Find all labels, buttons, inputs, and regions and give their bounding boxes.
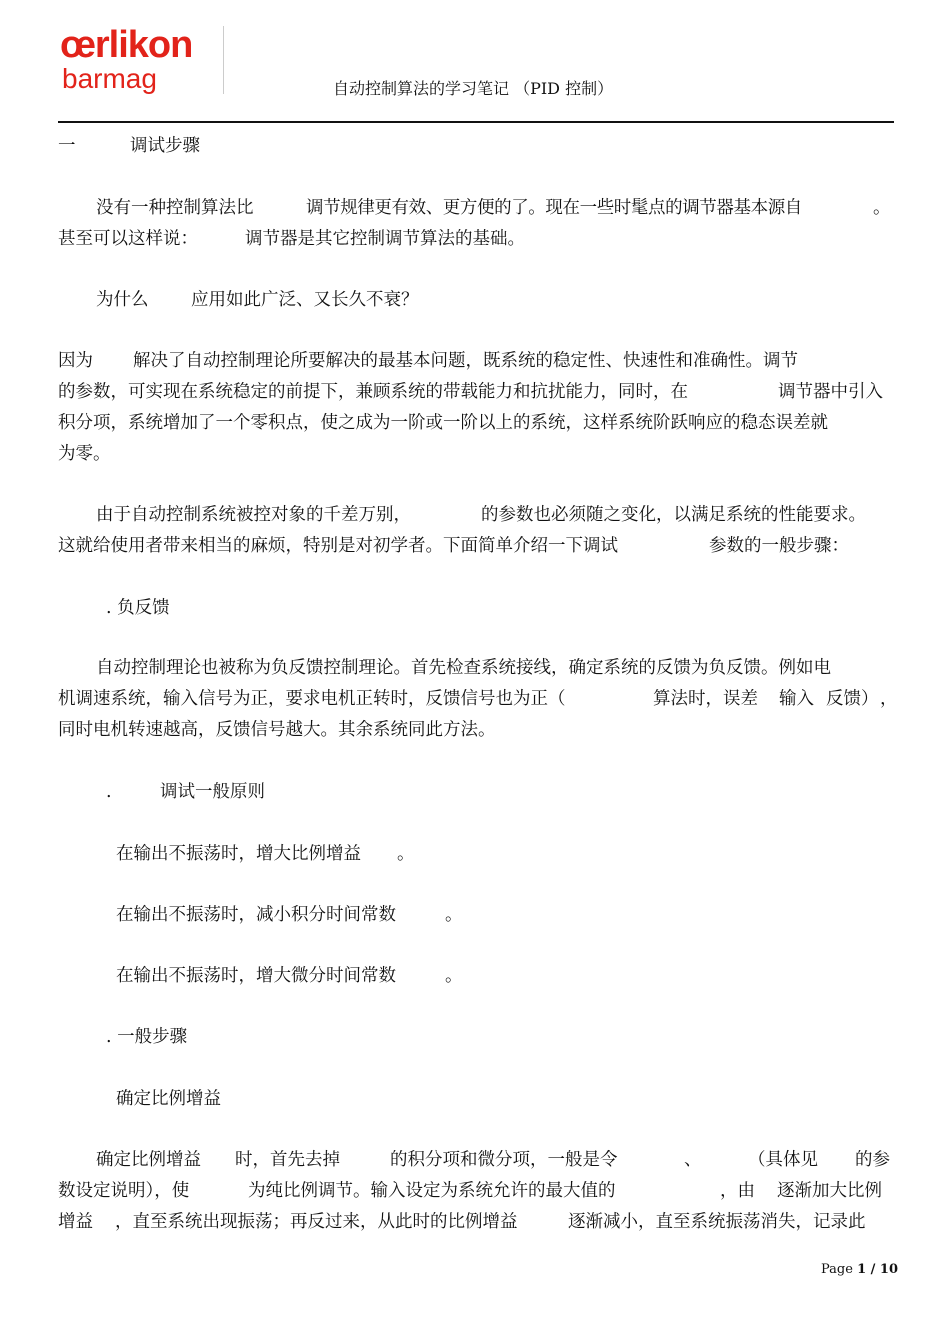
- step-title-proportional-gain: 确定比例增益: [116, 1089, 221, 1109]
- page-total: 10: [879, 1262, 899, 1277]
- paragraph-text: 逐渐加大比例: [777, 1181, 882, 1201]
- header-rule: [58, 121, 894, 123]
- subheading-general-steps: . 一般步骤: [106, 1027, 188, 1047]
- paragraph-text: 的积分项和微分项，一般是令: [390, 1150, 618, 1170]
- paragraph-text: 这就给使用者带来相当的麻烦，特别是对初学者。下面简单介绍一下调试: [58, 536, 618, 556]
- paragraph-text: 的参数也必须随之变化，以满足系统的性能要求。: [481, 505, 866, 525]
- logo-text-oerlikon: œrlikon: [60, 24, 193, 66]
- paragraph-text: 调节规律更有效、更方便的了。现在一些时髦点的调节器基本源自: [306, 198, 802, 218]
- rule-item: 在输出不振荡时，增大微分时间常数: [116, 966, 396, 986]
- document-title: 自动控制算法的学习笔记 （PID 控制）: [333, 79, 614, 98]
- paragraph-text: 。: [873, 198, 891, 218]
- paragraph-text: 增益: [58, 1212, 93, 1232]
- question-text: 应用如此广泛、又长久不衰？: [191, 290, 419, 310]
- paragraph-text: 机调速系统，输入信号为正，要求电机正转时，反馈信号也为正（: [58, 689, 566, 709]
- subheading-negative-feedback: . 负反馈: [106, 598, 170, 618]
- paragraph-text: 自动控制理论也被称为负反馈控制理论。首先检查系统接线，确定系统的反馈为负反馈。例如电: [96, 658, 831, 678]
- paragraph-text: 的参数，可实现在系统稳定的前提下，兼顾系统的带载能力和抗扰能力，同时，在: [58, 382, 688, 402]
- subheading-dot: .: [106, 782, 112, 802]
- rule-item: 在输出不振荡时，减小积分时间常数: [116, 905, 396, 925]
- company-logo: [60, 26, 225, 96]
- paragraph-text: ，由: [720, 1181, 755, 1201]
- paragraph-text: 为零。: [58, 444, 111, 464]
- paragraph-text: 因为: [58, 351, 93, 371]
- paragraph-text: 算法时，误差: [653, 689, 758, 709]
- paragraph-text: ，: [880, 689, 898, 709]
- paragraph-text: 甚至可以这样说：: [58, 229, 198, 249]
- paragraph-text: 的参: [855, 1150, 890, 1170]
- subheading-tuning-principles: 调试一般原则: [160, 782, 265, 802]
- paragraph-text: 由于自动控制系统被控对象的千差万别，: [96, 505, 411, 525]
- paragraph-text: 解决了自动控制理论所要解决的最基本问题，既系统的稳定性、快速性和准确性。调节: [133, 351, 798, 371]
- rule-item: 在输出不振荡时，增大比例增益: [116, 844, 361, 864]
- logo-divider: [223, 26, 224, 94]
- section-number: 一: [58, 136, 76, 156]
- paragraph-text: ，直至系统出现振荡；再反过来，从此时的比例增益: [115, 1212, 518, 1232]
- page-prefix: Page: [821, 1262, 858, 1277]
- question-text: 为什么: [96, 290, 149, 310]
- paragraph-text: （具体见: [748, 1150, 818, 1170]
- page-separator: /: [866, 1262, 880, 1277]
- rule-item: 。: [397, 844, 415, 864]
- paragraph-text: 参数的一般步骤：: [709, 536, 849, 556]
- page-number: [821, 1262, 898, 1277]
- paragraph-text: 积分项，系统增加了一个零积点，使之成为一阶或一阶以上的系统，这样系统阶跃响应的稳态误差就: [58, 413, 828, 433]
- paragraph-text: 输入: [779, 689, 814, 709]
- paragraph-text: 数设定说明），使: [58, 1181, 190, 1201]
- rule-item: 。: [445, 905, 463, 925]
- paragraph-text: 同时电机转速越高，反馈信号越大。其余系统同此方法。: [58, 720, 496, 740]
- paragraph-text: 调节器中引入: [778, 382, 883, 402]
- paragraph-text: 、: [684, 1150, 702, 1170]
- section-title: 调试步骤: [130, 136, 200, 156]
- paragraph-text: 确定比例增益: [96, 1150, 201, 1170]
- page-current: 1: [857, 1262, 867, 1277]
- paragraph-text: 时，首先去掉: [235, 1150, 340, 1170]
- paragraph-text: 反馈）: [826, 689, 879, 709]
- paragraph-text: 调节器是其它控制调节算法的基础。: [245, 229, 525, 249]
- paragraph-text: 没有一种控制算法比: [96, 198, 254, 218]
- paragraph-text: 为纯比例调节。输入设定为系统允许的最大值的: [248, 1181, 616, 1201]
- rule-item: 。: [445, 966, 463, 986]
- logo-text-barmag: barmag: [62, 63, 157, 94]
- paragraph-text: 逐渐减小，直至系统振荡消失，记录此: [568, 1212, 866, 1232]
